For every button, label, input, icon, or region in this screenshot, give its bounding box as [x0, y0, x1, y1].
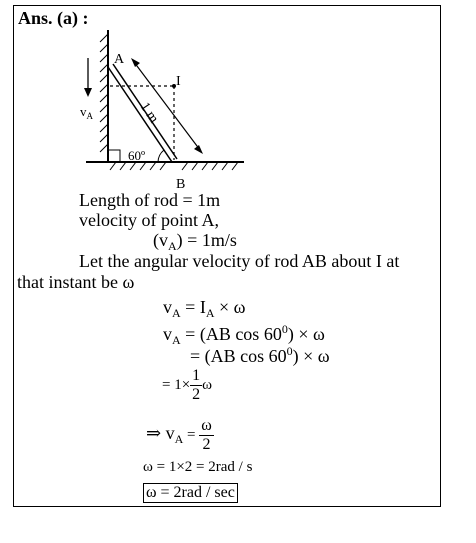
- equation-6: ω = 1×2 = 2rad / s: [143, 459, 253, 475]
- answer-heading: Ans. (a) :: [18, 8, 89, 28]
- angle-arc: [158, 150, 164, 162]
- rod-diagram: [0, 0, 476, 200]
- fraction-one-half: $\frac{1}{2}$: [192, 367, 201, 404]
- label-b: B: [176, 177, 186, 192]
- angle-label: 60º: [128, 148, 146, 163]
- rod-length-label: 1 m: [136, 99, 162, 126]
- right-angle-mark: [108, 150, 120, 162]
- angular-line-1: Let the angular velocity of rod AB about I at: [79, 251, 400, 271]
- label-va: $v_A$: [80, 104, 93, 121]
- velocity-of-a-line: velocity of point A,: [79, 210, 219, 230]
- equation-3: = (AB $\cos 60^0) \times \omega$: [190, 344, 330, 366]
- equation-4: = 1× $\frac{1}{2}$ ω: [162, 367, 213, 404]
- final-answer-box: ω = 2rad / sec: [143, 483, 238, 503]
- length-line: Length of rod = 1m: [79, 190, 221, 210]
- equation-1: $v_A = I_A \times \omega$: [163, 297, 246, 320]
- equation-5: ⇒ $v_A$ = $\frac{\omega}{2}$: [146, 417, 212, 454]
- va-value-line: $(v_A) = 1m/s$: [153, 230, 237, 253]
- label-i: I: [176, 74, 181, 89]
- angular-line-2: that instant be ω: [17, 272, 135, 292]
- floor-hatching: [110, 162, 238, 170]
- label-a: A: [114, 52, 125, 67]
- wall-hatching: [100, 34, 108, 152]
- fraction-omega-half: $\frac{\omega}{2}$: [201, 417, 212, 454]
- equation-2: $v_A = (AB$ $\cos 60^0) \times \omega$: [163, 322, 325, 347]
